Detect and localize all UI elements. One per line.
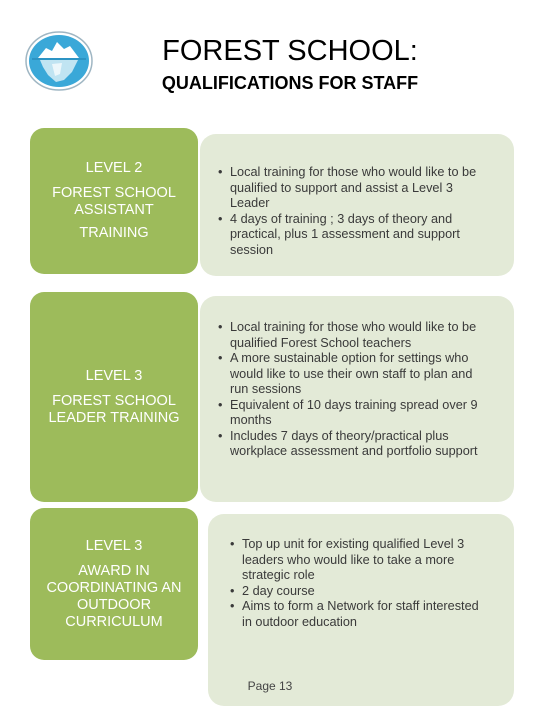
bullet-item: • Equivalent of 10 days training spread over 9 months bbox=[218, 398, 490, 429]
section-label-level3-award bbox=[30, 508, 198, 660]
page-subtitle: QUALIFICATIONS FOR STAFF bbox=[161, 73, 419, 93]
label-line: LEVEL 3 bbox=[85, 537, 143, 554]
section-label-level2 bbox=[30, 128, 198, 274]
iceberg-logo-icon bbox=[24, 30, 94, 92]
label-line: LEVEL 2 bbox=[85, 160, 143, 176]
bullet-item: • Top up unit for existing qualified Level 3 leaders who would like to take a more strategic role bbox=[230, 537, 490, 584]
bullet-list-level3-award bbox=[230, 537, 490, 630]
bullet-item: • 2 day course bbox=[230, 584, 490, 600]
label-line: FOREST SCHOOL ASSISTANT bbox=[52, 185, 176, 218]
bullet-list-level2 bbox=[218, 165, 488, 258]
bullet-item: • Aims to form a Network for staff interested in outdoor education bbox=[230, 599, 490, 630]
bullet-item: • 4 days of training ; 3 days of theory and practical, plus 1 assessment and support session bbox=[218, 212, 488, 259]
page-title: FOREST SCHOOL: bbox=[162, 35, 418, 67]
label-line: FOREST SCHOOL LEADER TRAINING bbox=[48, 392, 180, 426]
section-label-level3-leader bbox=[30, 292, 198, 502]
bullet-item: • A more sustainable option for settings who would like to use their own staff to plan and run sessions bbox=[218, 351, 490, 398]
page-number: Page 13 bbox=[247, 679, 293, 693]
label-line: TRAINING bbox=[79, 225, 149, 241]
bullet-item: • Includes 7 days of theory/practical plus workplace assessment and portfolio support bbox=[218, 429, 490, 460]
label-line: LEVEL 3 bbox=[85, 367, 143, 384]
bullet-list-level3-leader bbox=[218, 320, 490, 460]
bullet-item: • Local training for those who would like to be qualified Forest School teachers bbox=[218, 320, 490, 351]
label-line: AWARD IN COORDINATING AN OUTDOOR CURRICULUM bbox=[46, 562, 182, 630]
bullet-item: • Local training for those who would like to be qualified to support and assist a Level 3 Leader bbox=[218, 165, 488, 212]
